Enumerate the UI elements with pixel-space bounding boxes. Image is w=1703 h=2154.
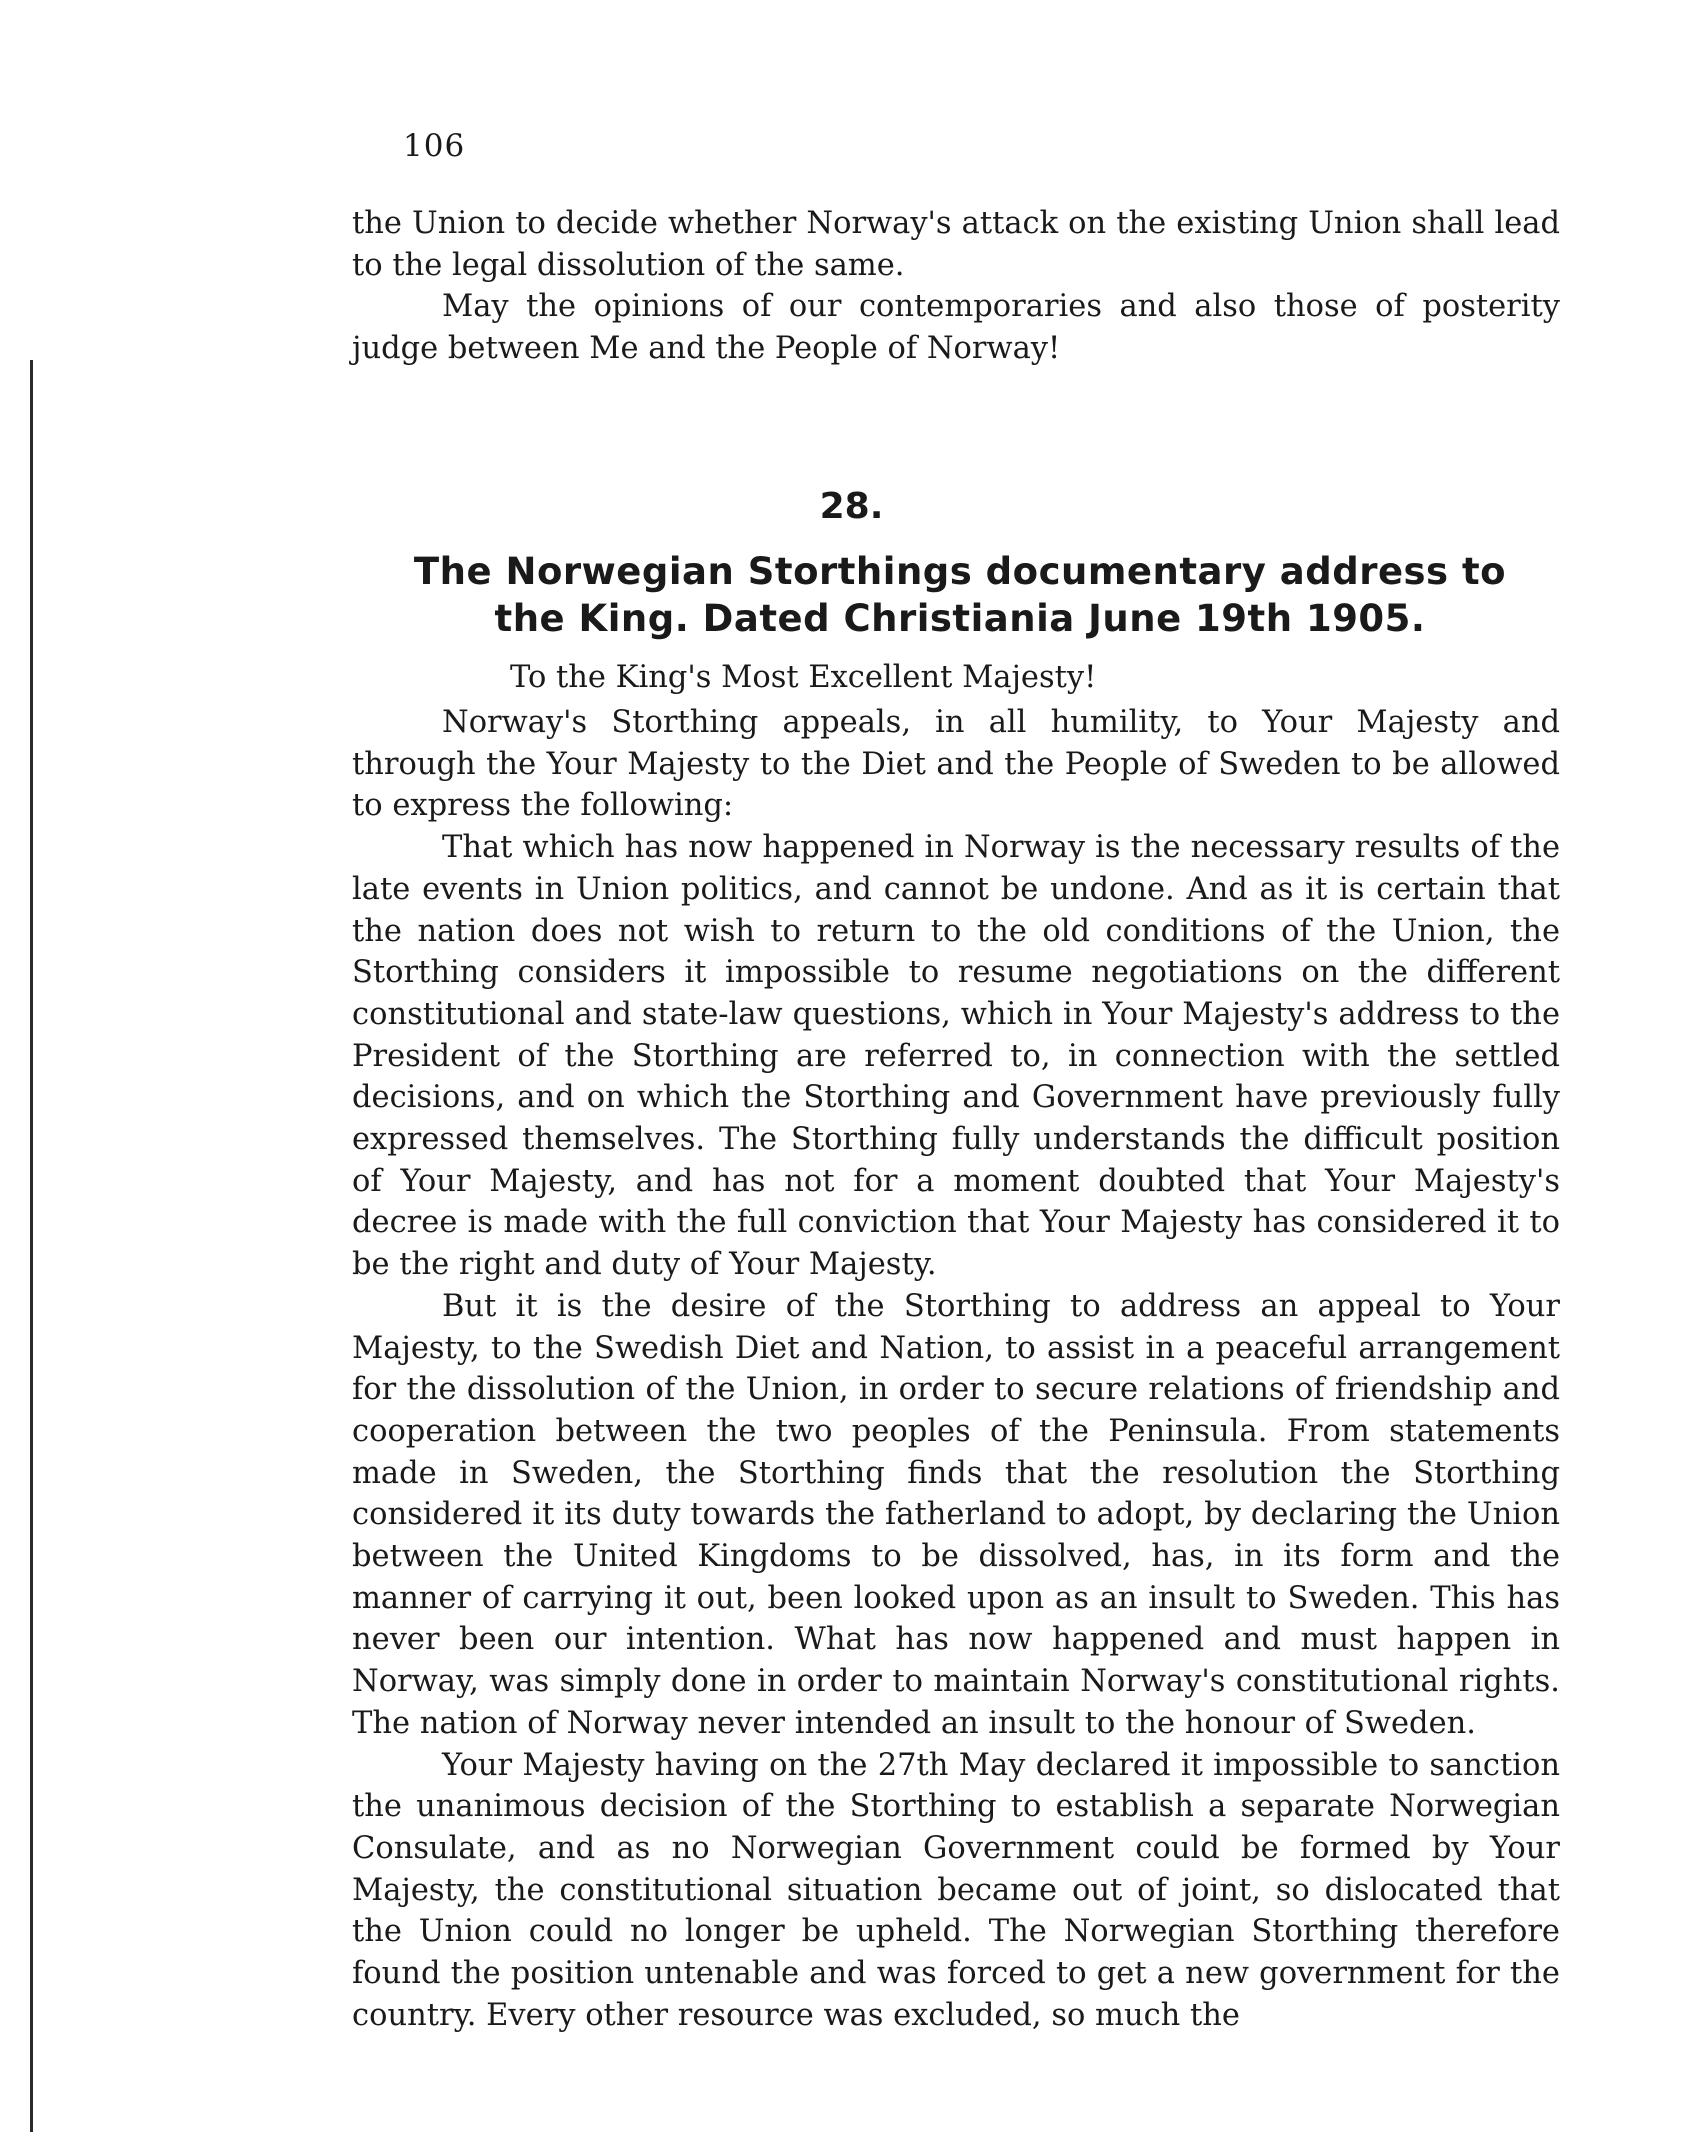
letter-paragraph: But it is the desire of the Storthing to address an appeal to Your Majesty, to the Swedish Diet and Nation, to assist in a peaceful arrangement for the dissolution of the Union, in order to secure relations of friendship and cooperation between the two peoples of the Peninsula. From statements made in Sweden, the Storthing finds that the resolution the Storthing considered it its duty towards the fatherland to adopt, by declaring the Union between the United Kingdoms to be dissolved, has, in its form and the manner of carrying it out, been looked upon as an insult to Sweden. This has never been our intention. What has now happened and must happen in Norway, was simply done in order to maintain Norway's constitutional rights. The nation of Norway never intended an insult to the honour of Sweden. bbox=[352, 1288, 1560, 1741]
section-title-line-2: the King. Dated Christiania June 19th 1905. bbox=[494, 597, 1426, 640]
page-number: 106 bbox=[403, 128, 466, 164]
top-text-block bbox=[352, 203, 1560, 370]
closing-paragraph: May the opinions of our contemporaries and also those of posterity judge between Me and the People of Norway! bbox=[352, 289, 1560, 367]
page-margin-line bbox=[30, 360, 33, 2132]
section-title bbox=[330, 548, 1590, 642]
letter-paragraph: That which has now happened in Norway is the necessary results of the late events in Union politics, and cannot be undone. And as it is certain that the nation does not wish to return to the old conditions of the Union, the Storthing considers it impossible to resume negotiations on the different constitutional and state-law questions, which in Your Majesty's address to the President of the Storthing are referred to, in connection with the settled decisions, and on which the Storthing and Government have previously fully expressed themselves. The Storthing fully understands the difficult position of Your Majesty, and has not for a moment doubted that Your Majesty's decree is made with the full conviction that Your Majesty has considered it to be the right and duty of Your Majesty. bbox=[352, 830, 1560, 1283]
letter-paragraph: Your Majesty having on the 27th May declared it impossible to sanction the unanimous decision of the Storthing to establish a separate Norwegian Consulate, and as no Norwegian Government could be formed by Your Majesty, the constitutional situation became out of joint, so dislocated that the Union could no longer be upheld. The Norwegian Storthing therefore found the position untenable and was forced to get a new government for the country. Every other resource was excluded, so much the bbox=[352, 1747, 1560, 2033]
letter-paragraph: Norway's Storthing appeals, in all humility, to Your Majesty and through the Your Majesty to the Diet and the People of Sweden to be allowed to express the following: bbox=[352, 705, 1560, 824]
section-title-line-1: The Norwegian Storthings documentary address to bbox=[413, 550, 1507, 593]
continuation-paragraph: the Union to decide whether Norway's attack on the existing Union shall lead to the legal dissolution of the same. bbox=[352, 206, 1560, 283]
section-number: 28. bbox=[819, 486, 884, 527]
letter-salutation: To the King's Most Excellent Majesty! bbox=[510, 660, 1097, 695]
letter-body bbox=[352, 702, 1560, 2037]
